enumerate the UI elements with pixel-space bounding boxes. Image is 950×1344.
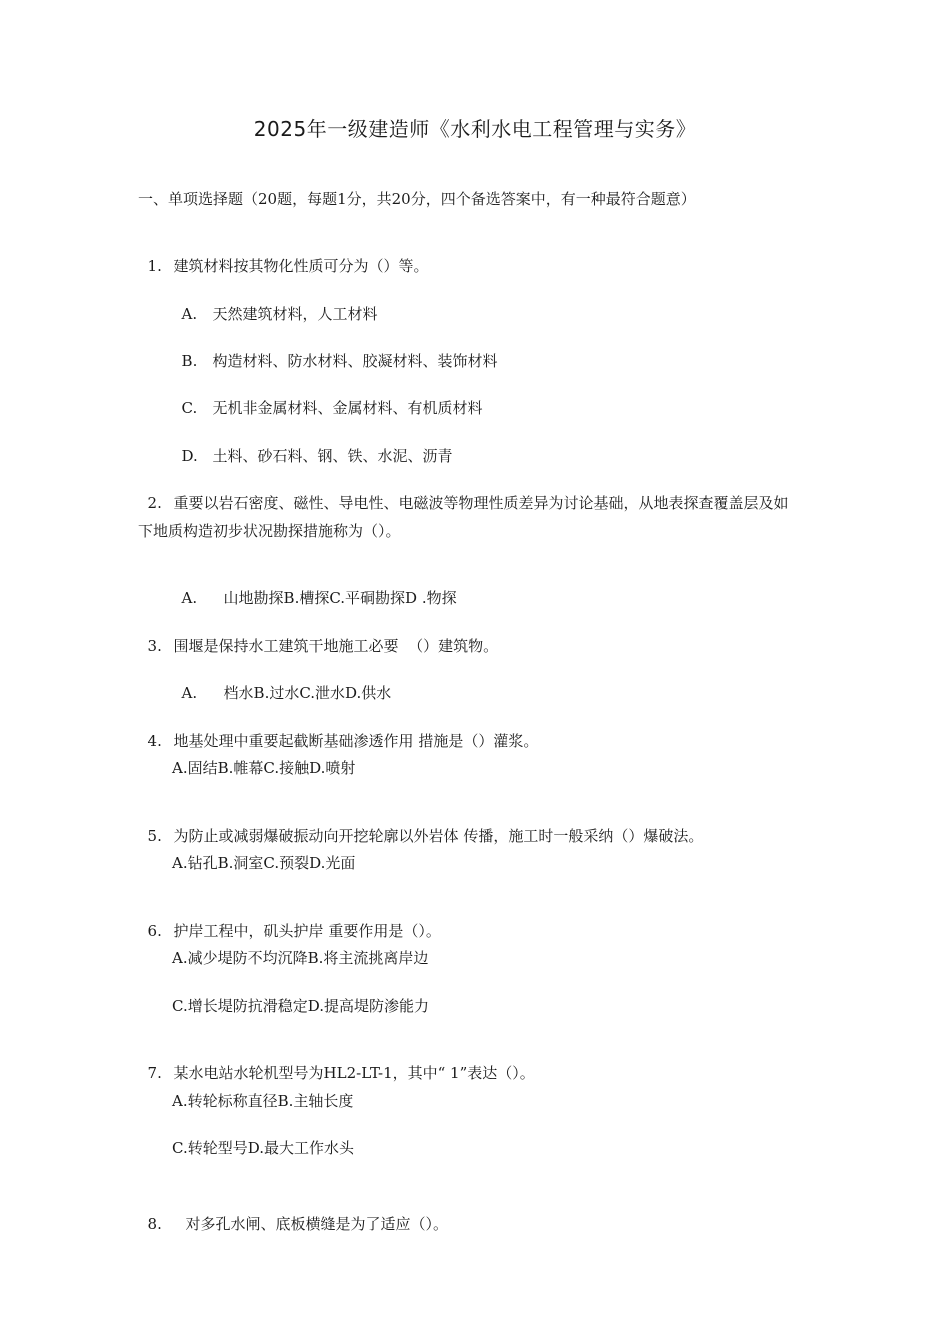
question-number: 8. xyxy=(147,1215,162,1233)
question-1-option-a xyxy=(172,284,378,324)
option-label: D. xyxy=(181,447,198,465)
question-number: 2. xyxy=(147,494,162,512)
question-6-options-row-1: A.减少堤防不均沉降B.将主流挑离岸边 xyxy=(172,949,429,967)
question-number: 3. xyxy=(147,637,162,655)
question-5-options: A.钻孔B.洞室C.预裂D.光面 xyxy=(172,854,356,872)
question-text: 建筑材料按其物化性质可分为（）等。 xyxy=(173,257,429,275)
option-label: A. xyxy=(181,684,198,702)
question-4 xyxy=(138,711,538,751)
option-text: 山地勘探B.槽探C.平硐勘探D .物探 xyxy=(223,589,457,607)
question-3 xyxy=(138,616,498,656)
option-label: B. xyxy=(181,352,198,370)
question-7-options-row-1: A.转轮标称直径B.主轴长度 xyxy=(172,1092,354,1110)
question-2 xyxy=(138,473,789,513)
question-6-options-row-2: C.增长堤防抗滑稳定D.提高堤防渗能力 xyxy=(172,997,429,1015)
option-label: A. xyxy=(181,305,198,323)
question-number: 1. xyxy=(147,257,162,275)
question-number: 7. xyxy=(147,1064,162,1082)
option-text: 档水B.过水C.泄水D.供水 xyxy=(223,684,392,702)
question-text: 护岸工程中，矶头护岸 重要作用是（）。 xyxy=(173,922,441,940)
document-title: 2025年一级建造师《水利水电工程管理与实务》 xyxy=(253,117,697,141)
question-3-options xyxy=(172,663,391,703)
question-1 xyxy=(138,236,429,276)
question-text: 重要以岩石密度、磁性、导电性、电磁波等物理性质差异为讨论基础，从地表探查覆盖层及如 xyxy=(173,494,789,512)
option-label: C. xyxy=(181,399,198,417)
section-heading: 一、单项选择题（20题，每题1分，共20分，四个备选答案中，有一种最符合题意） xyxy=(138,190,696,208)
option-text: 无机非金属材料、金属材料、有机质材料 xyxy=(212,399,483,417)
question-6 xyxy=(138,901,441,941)
question-text: 地基处理中重要起截断基础渗透作用 措施是（）灌浆。 xyxy=(173,732,539,750)
option-text: 构造材料、防水材料、胶凝材料、装饰材料 xyxy=(212,352,498,370)
question-text: 某水电站水轮机型号为HL2-LT-1，其中“ 1”表达（）。 xyxy=(173,1064,535,1082)
question-number: 6. xyxy=(147,922,162,940)
question-1-option-c xyxy=(172,378,483,418)
question-2-continuation: 下地质构造初步状况勘探措施称为（）。 xyxy=(138,522,401,540)
question-number: 4. xyxy=(147,732,162,750)
question-2-options xyxy=(172,568,457,608)
option-text: 土料、砂石料、钢、铁、水泥、沥青 xyxy=(212,447,453,465)
question-text: 对多孔水闸、底板横缝是为了适应（）。 xyxy=(185,1215,449,1233)
option-label: A. xyxy=(181,589,198,607)
question-number: 5. xyxy=(147,827,162,845)
option-text: 天然建筑材料，人工材料 xyxy=(212,305,378,323)
question-4-options: A.固结B.帷幕C.接触D.喷射 xyxy=(172,759,356,777)
question-text: 为防止或减弱爆破振动向开挖轮廓以外岩体 传播，施工时一般采纳（）爆破法。 xyxy=(173,827,704,845)
question-7-options-row-2: C.转轮型号D.最大工作水头 xyxy=(172,1139,354,1157)
question-8 xyxy=(138,1194,448,1234)
question-1-option-b xyxy=(172,331,498,371)
question-7 xyxy=(138,1043,535,1083)
question-text: 围堰是保持水工建筑干地施工必要 （）建筑物。 xyxy=(173,637,499,655)
question-5 xyxy=(138,806,703,846)
question-1-option-d xyxy=(172,426,453,466)
